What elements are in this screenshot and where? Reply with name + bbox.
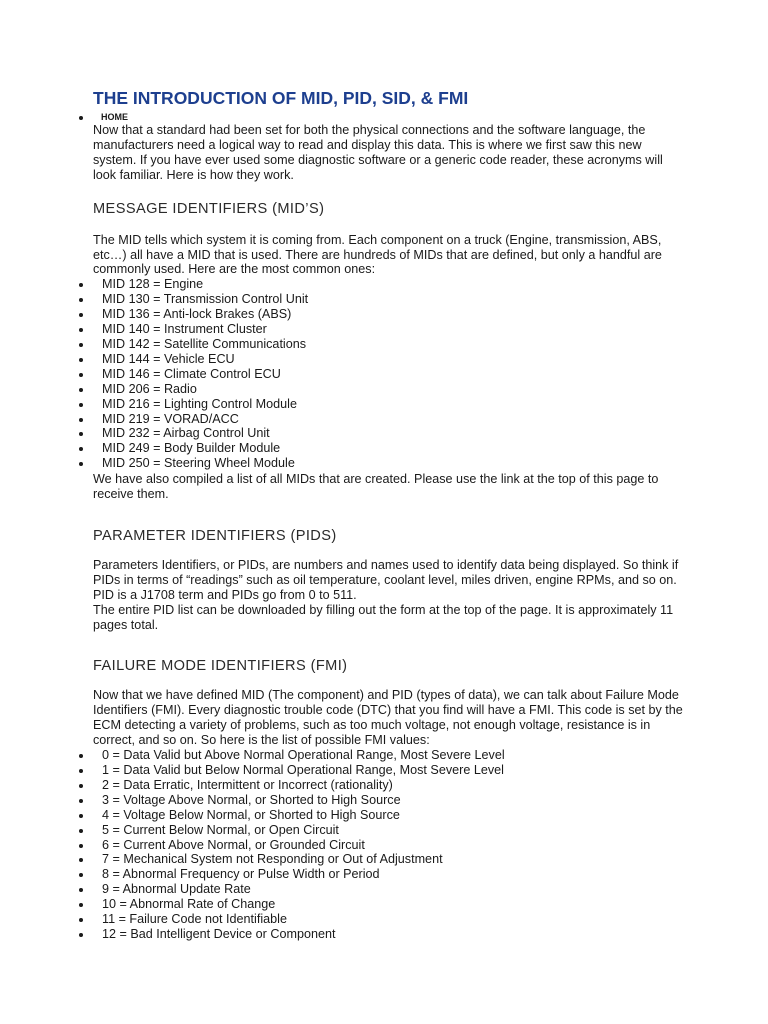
fmi-list-item: 11 = Failure Code not Identifiable [93, 912, 683, 927]
mid-list-item: MID 216 = Lighting Control Module [93, 397, 683, 412]
mid-paragraph: The MID tells which system it is coming from. Each component on a truck (Engine, transmission, ABS, etc…) all have a MID that is used. There are hundreds of MIDs that are defined, but only a handful are commonly used. Here are the most common ones: [93, 232, 662, 277]
mid-list-item: MID 249 = Body Builder Module [93, 441, 683, 456]
mid-list-item: MID 144 = Vehicle ECU [93, 352, 683, 367]
pid-paragraph-2: The entire PID list can be downloaded by filling out the form at the top of the page. It is approximately 11 pages total. [93, 602, 674, 632]
fmi-list-item: 10 = Abnormal Rate of Change [93, 897, 683, 912]
fmi-paragraph: Now that we have defined MID (The component) and PID (types of data), we can talk about Failure Mode Identifiers (FMI). Every diagnostic trouble code (DTC) that you find will have a FMI. This code is set by the ECM detecting a variety of problems, such as too much voltage, not enough voltage, resistance is in correct, and so on. So here is the list of possible FMI values: [93, 688, 683, 748]
home-link[interactable]: HOME [101, 112, 128, 122]
mid-list-item: MID 142 = Satellite Communications [93, 337, 683, 352]
mid-list-item: MID 130 = Transmission Control Unit [93, 292, 683, 307]
fmi-list-item: 2 = Data Erratic, Intermittent or Incorrect (rationality) [93, 778, 683, 793]
mid-list-item: MID 232 = Airbag Control Unit [93, 426, 683, 441]
mid-list-item: MID 140 = Instrument Cluster [93, 322, 683, 337]
fmi-list-item: 4 = Voltage Below Normal, or Shorted to High Source [93, 808, 683, 823]
mid-heading: MESSAGE IDENTIFIERS (MID’S) [93, 200, 325, 217]
fmi-list [93, 748, 683, 942]
nav-item-home[interactable] [93, 111, 683, 124]
fmi-list-item: 7 = Mechanical System not Responding or Out of Adjustment [93, 852, 683, 867]
fmi-list-item: 0 = Data Valid but Above Normal Operational Range, Most Severe Level [93, 748, 683, 763]
fmi-list-item: 5 = Current Below Normal, or Open Circuit [93, 823, 683, 838]
mid-list [93, 277, 683, 471]
fmi-list-item: 6 = Current Above Normal, or Grounded Circuit [93, 838, 683, 853]
intro-paragraph: Now that a standard had been set for both the physical connections and the software language, the manufacturers need a logical way to read and display this data. This is where we first saw this new system. If you have ever used some diagnostic software or a generic code reader, these acronyms will look familiar. Here is how they work. [93, 123, 663, 182]
mid-list-item: MID 250 = Steering Wheel Module [93, 456, 683, 471]
fmi-list-item: 12 = Bad Intelligent Device or Component [93, 927, 683, 942]
fmi-list-item: 8 = Abnormal Frequency or Pulse Width or Period [93, 867, 683, 882]
page-title: THE INTRODUCTION OF MID, PID, SID, & FMI [93, 88, 469, 108]
mid-list-item: MID 219 = VORAD/ACC [93, 412, 683, 427]
article-content [93, 86, 683, 942]
nav-list [93, 111, 683, 124]
mid-list-item: MID 136 = Anti-lock Brakes (ABS) [93, 307, 683, 322]
mid-list-item: MID 146 = Climate Control ECU [93, 367, 683, 382]
fmi-list-item: 3 = Voltage Above Normal, or Shorted to High Source [93, 793, 683, 808]
fmi-list-item: 9 = Abnormal Update Rate [93, 882, 683, 897]
mid-footer-paragraph: We have also compiled a list of all MIDs that are created. Please use the link at the top of this page to receive them. [93, 472, 659, 502]
mid-list-item: MID 206 = Radio [93, 382, 683, 397]
pid-paragraph-1: Parameters Identifiers, or PIDs, are numbers and names used to identify data being displayed. So think if PIDs in terms of “readings” such as oil temperature, coolant level, miles driven, engine RPMs, and so on. PID is a J1708 term and PIDs go from 0 to 511. [93, 557, 679, 602]
fmi-list-item: 1 = Data Valid but Below Normal Operational Range, Most Severe Level [93, 763, 683, 778]
pid-heading: PARAMETER IDENTIFIERS (PIDS) [93, 527, 337, 544]
fmi-heading: FAILURE MODE IDENTIFIERS (FMI) [93, 658, 348, 675]
mid-list-item: MID 128 = Engine [93, 277, 683, 292]
